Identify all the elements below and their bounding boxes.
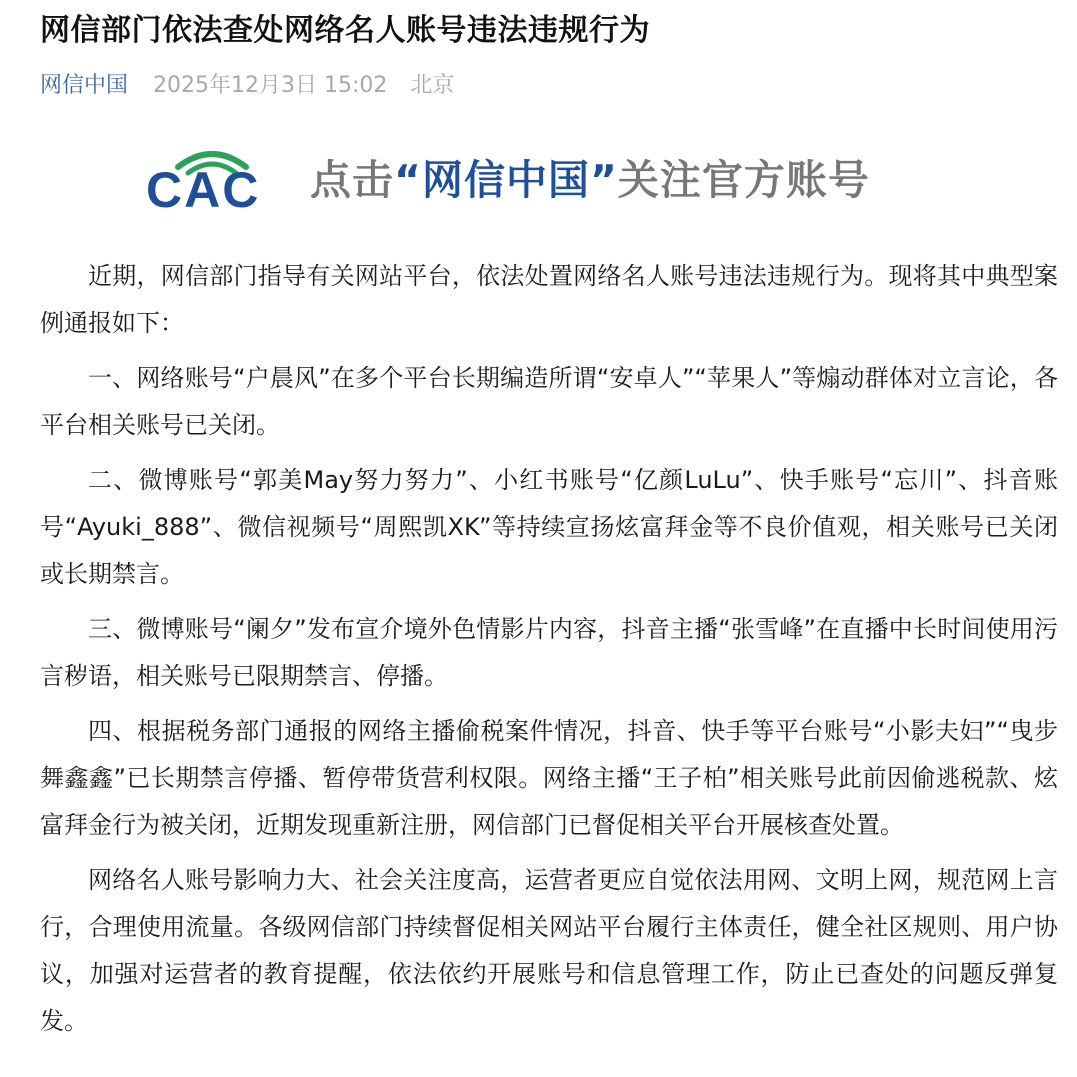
- article-body: [40, 253, 1058, 1053]
- source-link[interactable]: 网信中国: [40, 73, 129, 98]
- publish-time: 2025年12月3日 15:02: [153, 73, 388, 98]
- article-meta: [40, 70, 454, 102]
- paragraph-case-2: 二、微博账号“郭美May努力努力”、小红书账号“亿颜LuLu”、快手账号“忘川”、抖音账号“Ayuki_888”、微信视频号“周熙凯XK”等持续宣扬炫富拜金等不良价值观，相关账号已关闭或长期禁言。: [40, 466, 1058, 588]
- banner-prefix: 点击: [310, 156, 394, 204]
- publish-location: 北京: [410, 73, 455, 98]
- paragraph-case-3: 三、微博账号“阑夕”发布宣介境外色情影片内容，抖音主播“张雪峰”在直播中长时间使用污言秽语，相关账号已限期禁言、停播。: [40, 615, 1058, 690]
- paragraph-case-1: 一、网络账号“户晨风”在多个平台长期编造所谓“安卓人”“苹果人”等煽动群体对立言论，各平台相关账号已关闭。: [40, 364, 1058, 439]
- banner-account-name: “网信中国”: [394, 156, 618, 204]
- cac-logo: [140, 145, 290, 215]
- cac-logo-text: CAC: [146, 162, 261, 215]
- follow-banner[interactable]: [140, 145, 960, 215]
- paragraph-intro: 近期，网信部门指导有关网站平台，依法处置网络名人账号违法违规行为。现将其中典型案例通报如下：: [40, 262, 1058, 337]
- paragraph-case-4: 四、根据税务部门通报的网络主播偷税案件情况，抖音、快手等平台账号“小影夫妇”“曳步舞鑫鑫”已长期禁言停播、暂停带货营利权限。网络主播“王子柏”相关账号此前因偷逃税款、炫富拜金行为被关闭，近期发现重新注册，网信部门已督促相关平台开展核查处置。: [40, 717, 1058, 839]
- article-title: 网信部门依法查处网络名人账号违法违规行为: [40, 13, 650, 48]
- banner-suffix: 关注官方账号: [617, 156, 870, 204]
- paragraph-conclusion: 网络名人账号影响力大、社会关注度高，运营者更应自觉依法用网、文明上网，规范网上言行，合理使用流量。各级网信部门持续督促相关网站平台履行主体责任，健全社区规则、用户协议，加强对运营者的教育提醒，依法依约开展账号和信息管理工作，防止已查处的问题反弹复发。: [40, 866, 1058, 1035]
- banner-text: [310, 151, 870, 209]
